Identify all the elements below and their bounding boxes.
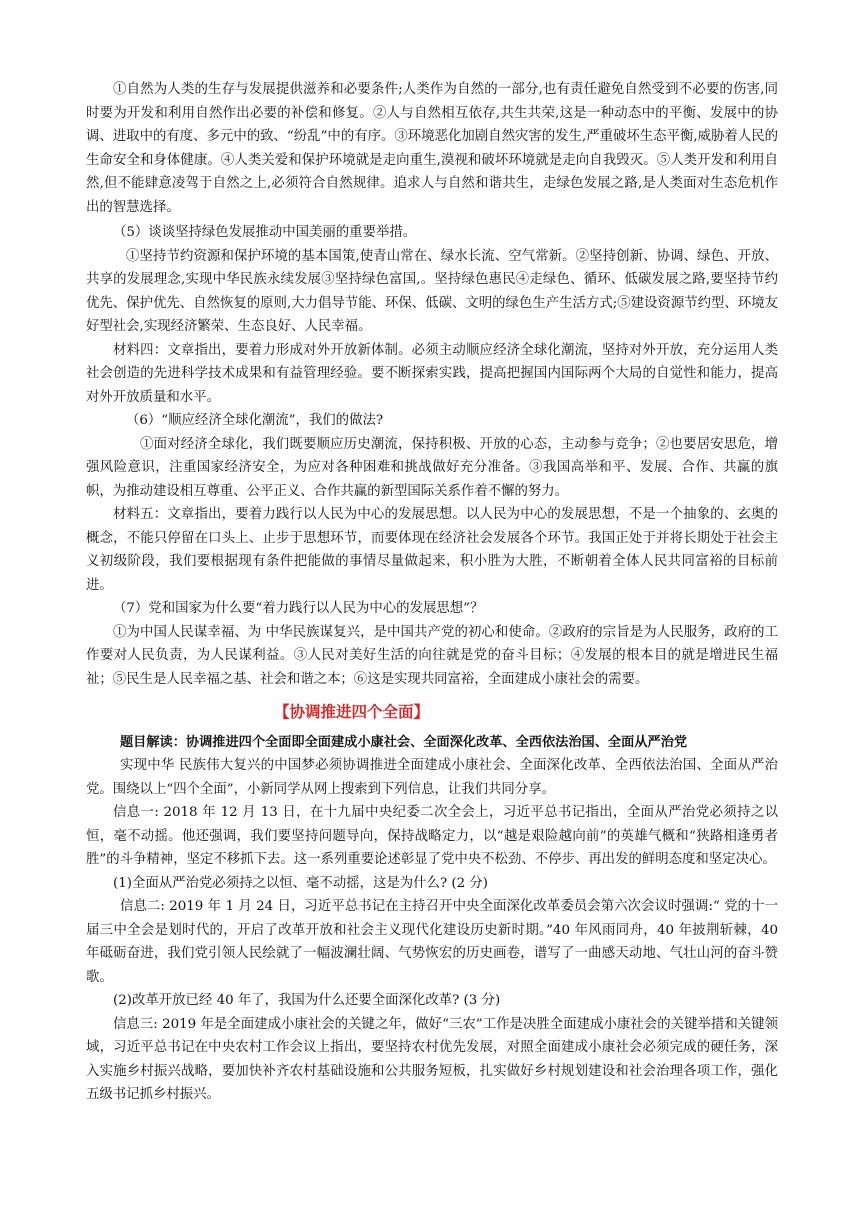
topic-interpretation: 题目解读：协调推进四个全面即全面建成小康社会、全面深化改革、全西依法治国、全面从严治党 xyxy=(120,734,688,750)
document-page xyxy=(86,78,778,1107)
info-2: 信息二: 2019 年 1 月 24 日，习近平总书记在主持召开中央全面深化改革委员会第六次会议时强调:“ 党的十一届三中全会是划时代的，开启了改革开放和社会主义现代化建设历史新时期。”40 年风雨同舟，40 年披荆斩棘，40 年砥砺奋进，我们党引领人民绘就了一幅波澜壮阔、气势恢宏的历史画卷，谱写了一曲感天动地、气壮山河的奋斗赞歌。 xyxy=(86,899,778,985)
question-7: （7）党和国家为什么要“着力践行以人民为中心的发展思想”？ xyxy=(113,601,484,616)
question-1: (1)全面从严治党必须持之以恒、毫不动摇，这是为什么? (2 分) xyxy=(113,875,489,891)
question-2: (2)改革开放已经 40 年了，我国为什么还要全面深化改革? (3 分) xyxy=(113,993,501,1008)
info-1: 信息一: 2018 年 12 月 13 日，在十九届中央纪委二次全会上，习近平总书记指出，全面从严治党必须持之以恒，毫不动摇。他还强调，我们要坚持问题导向，保持战略定力，以“越是艰险越向前”的英雄气概和“狭路相逢勇者胜”的斗争精神，坚定不移抓下去。这一系列重要论述彰显了党中央不松劲、不停步、再出发的鲜明态度和坚定决心。 xyxy=(86,805,778,867)
answer-6: ①面对经济全球化，我们既要顺应历史潮流，保持积极、开放的心态，主动参与竞争；②也要居安思危，增强风险意识，注重国家经济安全，为应对各种困难和挑战做好充分准备。③我国高举和平、发展、合作、共赢的旗帜，为推动建设相互尊重、公平正义、合作共赢的新型国际关系作着不懈的努力。 xyxy=(86,436,778,499)
question-5: （5）谈谈坚持绿色发展推动中国美丽的重要举措。 xyxy=(113,225,417,240)
paragraph-nature-answer: ①自然为人类的生存与发展提供滋养和必要条件;人类作为自然的一部分,也有责任避免自然受到不必要的伤害,同时要为开发和利用自然作出必要的补偿和修复。②人与自然相互依存,共生共荣,这是一种动态中的平衡、发展中的协调、进取中的有度、多元中的致、“纷乱”中的有序。③环境恶化加剧自然灾害的发生,严重破坏生态平衡,威胁着人民的生命安全和身体健康。④人类关爱和保护环境就是走向重生,漠视和破坏环境就是走向自我毁灭。⑤人类开发和利用自然,但不能肆意凌驾于自然之上,必须符合自然规律。追求人与自然和谐共生，走绿色发展之路,是人类面对生态危机作出的智慧选择。 xyxy=(86,82,778,215)
section-title: 【协调推进四个全面】 xyxy=(274,703,430,721)
intro-paragraph: 实现中华 民族伟大复兴的中国梦必须协调推进全面建成小康社会、全面深化改革、全西依法治国、全面从严治党。围绕以上“四个全面”，小新同学从网上搜索到下列信息，让我们共同分享。 xyxy=(86,758,778,797)
answer-7: ①为中国人民谋幸福、为 中华民族谋复兴，是中国共产党的初心和使命。②政府的宗旨是为人民服务，政府的工作要对人民负责，为人民谋利益。③人民对美好生活的向往就是党的奋斗目标；④发展的根本目的就是增进民生福祉；⑤民生是人民幸福之基、社会和谐之本；⑥这是实现共同富裕，全面建成小康社会的需要。 xyxy=(86,624,778,687)
answer-5: ①坚持节约资源和保护环境的基本国策,使青山常在、绿水长流、空气常新。②坚持创新、协调、绿色、开放、共享的发展理念,实现中华民族永续发展③坚持绿色富国,。坚持绿色惠民④走绿色、循环、低碳发展之路,要坚持节约优先、保护优先、自然恢复的原则,大力倡导节能、环保、低碳、文明的绿色生产生活方式;⑤建设资源节约型、环境友好型社会,实现经济繁荣、生态良好、人民幸福。 xyxy=(86,248,778,334)
material-4: 材料四：文章指出，要着力形成对外开放新体制。必须主动顺应经济全球化潮流，坚持对外开放，充分运用人类社会创造的先进科学技术成果和有益管理经验。要不断探索实践，提高把握国内国际两个大局的自觉性和能力，提高对外开放质量和水平。 xyxy=(86,342,778,405)
info-3: 信息三: 2019 年是全面建成小康社会的关键之年，做好“三农”工作是决胜全面建成小康社会的关键举措和关键领域，习近平总书记在中央农村工作会议上指出，要坚持农村优先发展，对照全面建成小康社会必须完成的硬任务，深入实施乡村振兴战略，要加快补齐农村基础设施和公共服务短板，扎实做好乡村规划建设和社会治理各项工作，强化五级书记抓乡村振兴。 xyxy=(86,1016,778,1102)
material-5: 材料五：文章指出，要着力践行以人民为中心的发展思想。以人民为中心的发展思想，不是一个抽象的、玄奥的概念，不能只停留在口头上、止步于思想环节，而要体现在经济社会发展各个环节。我国正处于并将长期处于社会主义初级阶段，我们要根据现有条件把能做的事情尽量做起来，积小胜为大胜，不断朝着全体人民共同富裕的目标前进。 xyxy=(86,507,778,593)
question-6: （6）“顺应经济全球化潮流”，我们的做法? xyxy=(126,413,384,428)
